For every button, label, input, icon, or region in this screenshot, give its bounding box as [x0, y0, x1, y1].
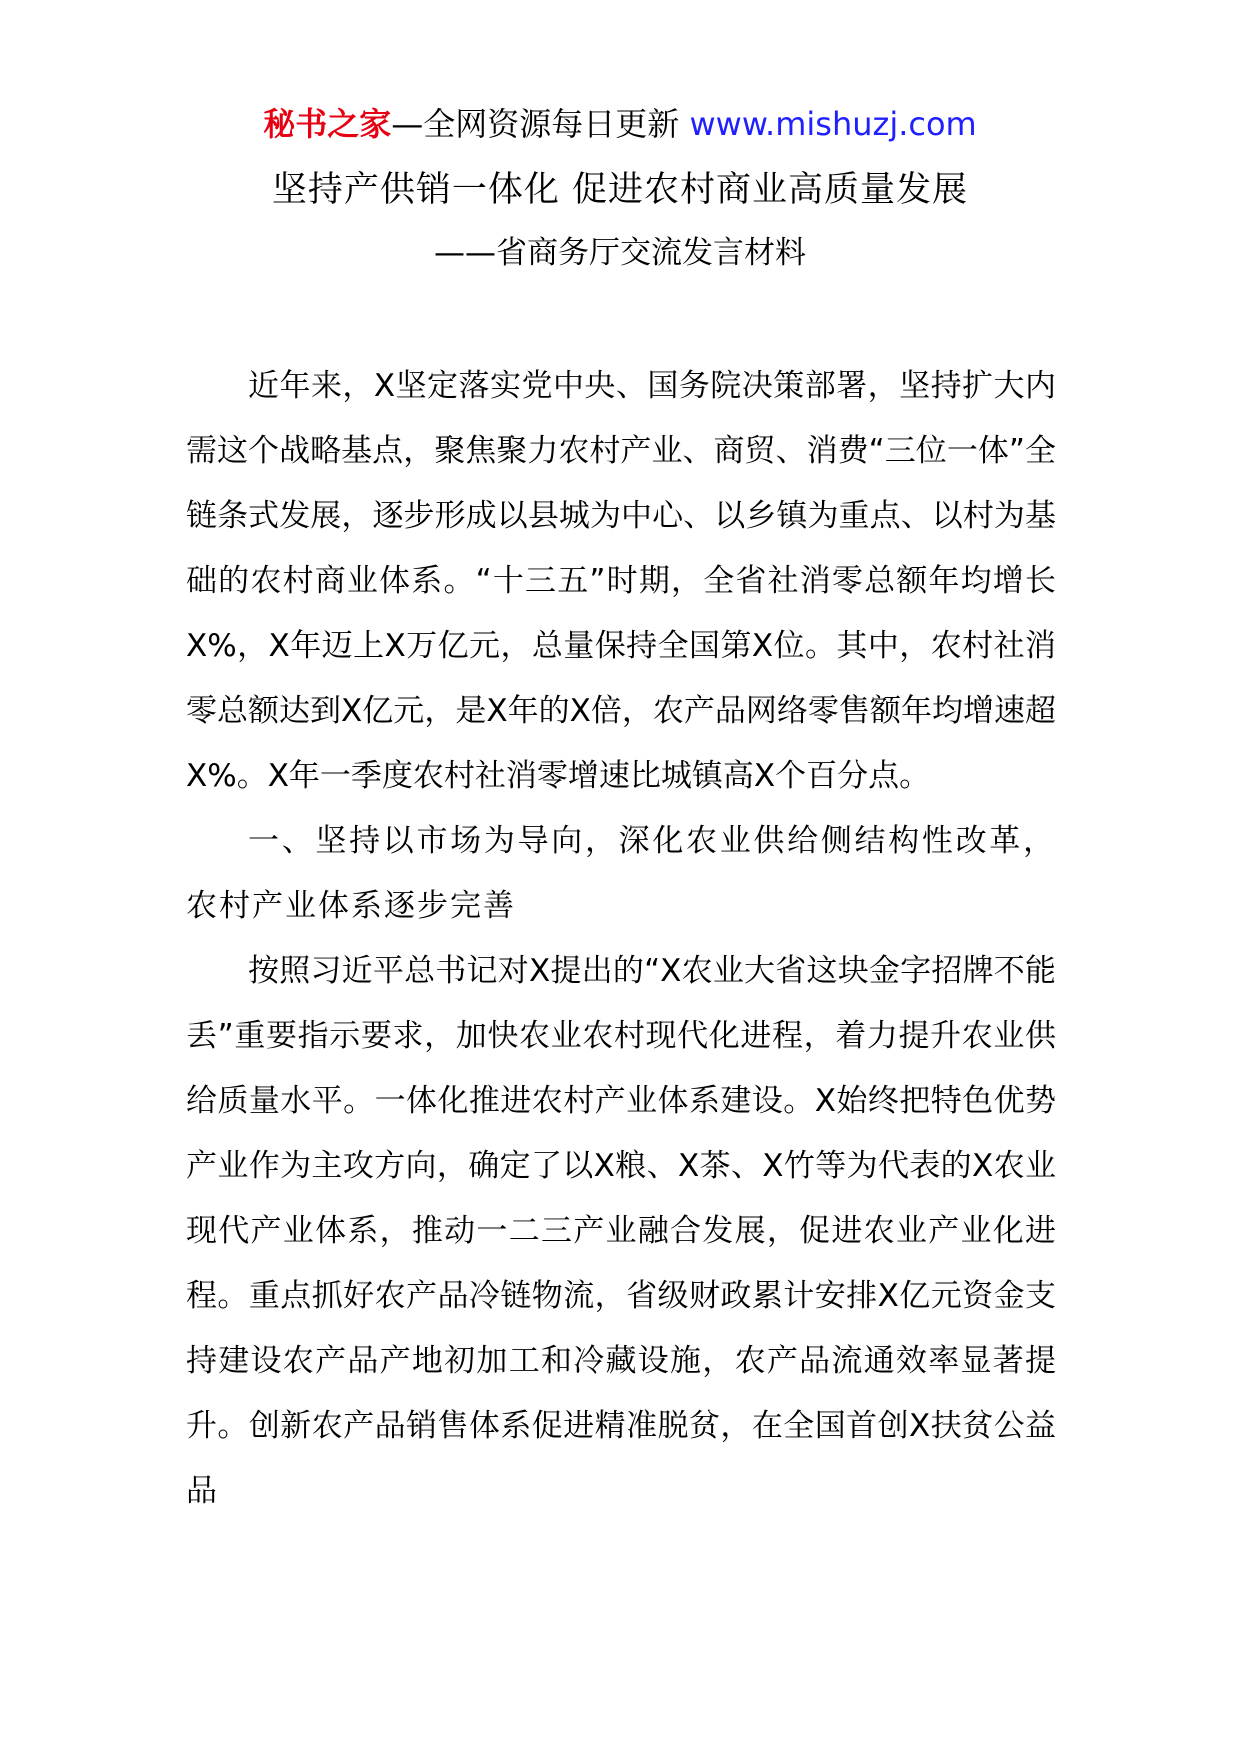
site-url-link[interactable]: www.mishuzj.com	[689, 105, 977, 143]
body-paragraph: 近年来，X坚定落实党中央、国务院决策部署，坚持扩大内需这个战略基点，聚焦聚力农村产业、商贸、消费“三位一体”全链条式发展，逐步形成以县城为中心、以乡镇为重点、以村为基础的农村商业体系。“十三五”时期，全省社消零总额年均增长X%，X年迈上X万亿元，总量保持全国第X位。其中，农村社消零总额达到X亿元，是X年的X倍，农产品网络零售额年均增速超X%。X年一季度农村社消零增速比城镇高X个百分点。	[186, 368, 1056, 794]
body-paragraph: 按照习近平总书记对X提出的“X农业大省这块金字招牌不能丢”重要指示要求，加快农业农村现代化进程，着力提升农业供给质量水平。一体化推进农村产业体系建设。X始终把特色优势产业作为主攻方向，确定了以X粮、X茶、X竹等为代表的X农业现代产业体系，推动一二三产业融合发展，促进农业产业化进程。重点抓好农产品冷链物流，省级财政累计安排X亿元资金支持建设农产品产地初加工和冷藏设施，农产品流通效率显著提升。创新农产品销售体系促进精准脱贫，在全国首创X扶贫公益品	[186, 953, 1056, 1509]
brand-name: 秘书之家	[263, 105, 392, 143]
site-banner	[0, 104, 1240, 144]
document-title: 坚持产供销一体化 促进农村商业高质量发展	[271, 170, 969, 210]
banner-tagline: —全网资源每日更新	[391, 105, 680, 143]
section-heading: 一、坚持以市场为导向，深化农业供给侧结构性改革，农村产业体系逐步完善	[186, 823, 1056, 924]
document-body	[186, 354, 1056, 1524]
document-subtitle: ——省商务厅交流发言材料	[434, 235, 806, 271]
